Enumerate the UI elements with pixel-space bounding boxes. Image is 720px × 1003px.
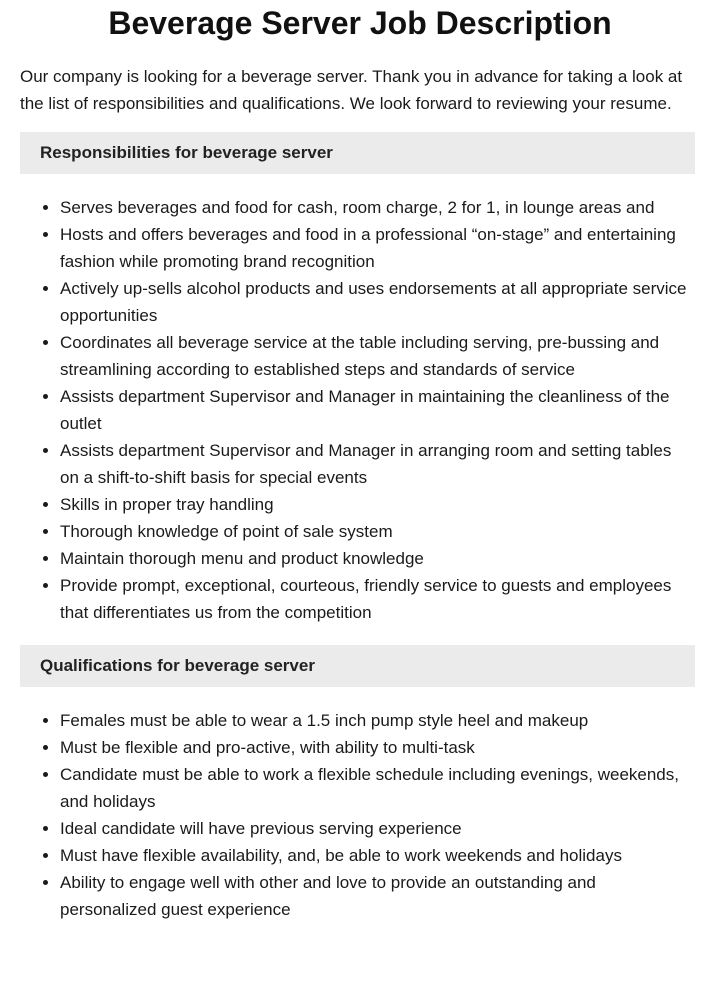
list-item: • Must have flexible availability, and, be able to work weekends and holidays — [60, 842, 695, 869]
list-item: • Hosts and offers beverages and food in a professional “on-stage” and entertaining fashion while promoting brand recognition — [60, 221, 695, 275]
list-item: • Thorough knowledge of point of sale system — [60, 518, 695, 545]
list-item: • Ability to engage well with other and love to provide an outstanding and personalized guest experience — [60, 869, 695, 923]
list-item: • Must be flexible and pro-active, with ability to multi-task — [60, 734, 695, 761]
list-item: • Candidate must be able to work a flexible schedule including evenings, weekends, and holidays — [60, 761, 695, 815]
list-item: • Assists department Supervisor and Manager in maintaining the cleanliness of the outlet — [60, 383, 695, 437]
qualifications-list — [20, 707, 695, 923]
list-item: • Females must be able to wear a 1.5 inch pump style heel and makeup — [60, 707, 695, 734]
page-title: Beverage Server Job Description — [108, 5, 612, 41]
list-item: • Serves beverages and food for cash, room charge, 2 for 1, in lounge areas and — [60, 194, 695, 221]
list-item: • Assists department Supervisor and Manager in arranging room and setting tables on a shift-to-shift basis for special events — [60, 437, 695, 491]
list-item: • Skills in proper tray handling — [60, 491, 695, 518]
responsibilities-section — [0, 132, 720, 626]
list-item: • Ideal candidate will have previous serving experience — [60, 815, 695, 842]
list-item: • Maintain thorough menu and product knowledge — [60, 545, 695, 572]
responsibilities-heading: Responsibilities for beverage server — [20, 132, 695, 174]
list-item: • Coordinates all beverage service at the table including serving, pre-bussing and streamlining according to established steps and standards of service — [60, 329, 695, 383]
responsibilities-list — [20, 194, 695, 626]
intro-paragraph: Our company is looking for a beverage server. Thank you in advance for taking a look at the list of responsibilities and qualifications. We look forward to reviewing your resume. — [20, 67, 683, 113]
list-item: • Provide prompt, exceptional, courteous, friendly service to guests and employees that differentiates us from the competition — [60, 572, 695, 626]
list-item: • Actively up-sells alcohol products and uses endorsements at all appropriate service opportunities — [60, 275, 695, 329]
qualifications-heading: Qualifications for beverage server — [20, 645, 695, 687]
qualifications-section — [0, 645, 720, 923]
